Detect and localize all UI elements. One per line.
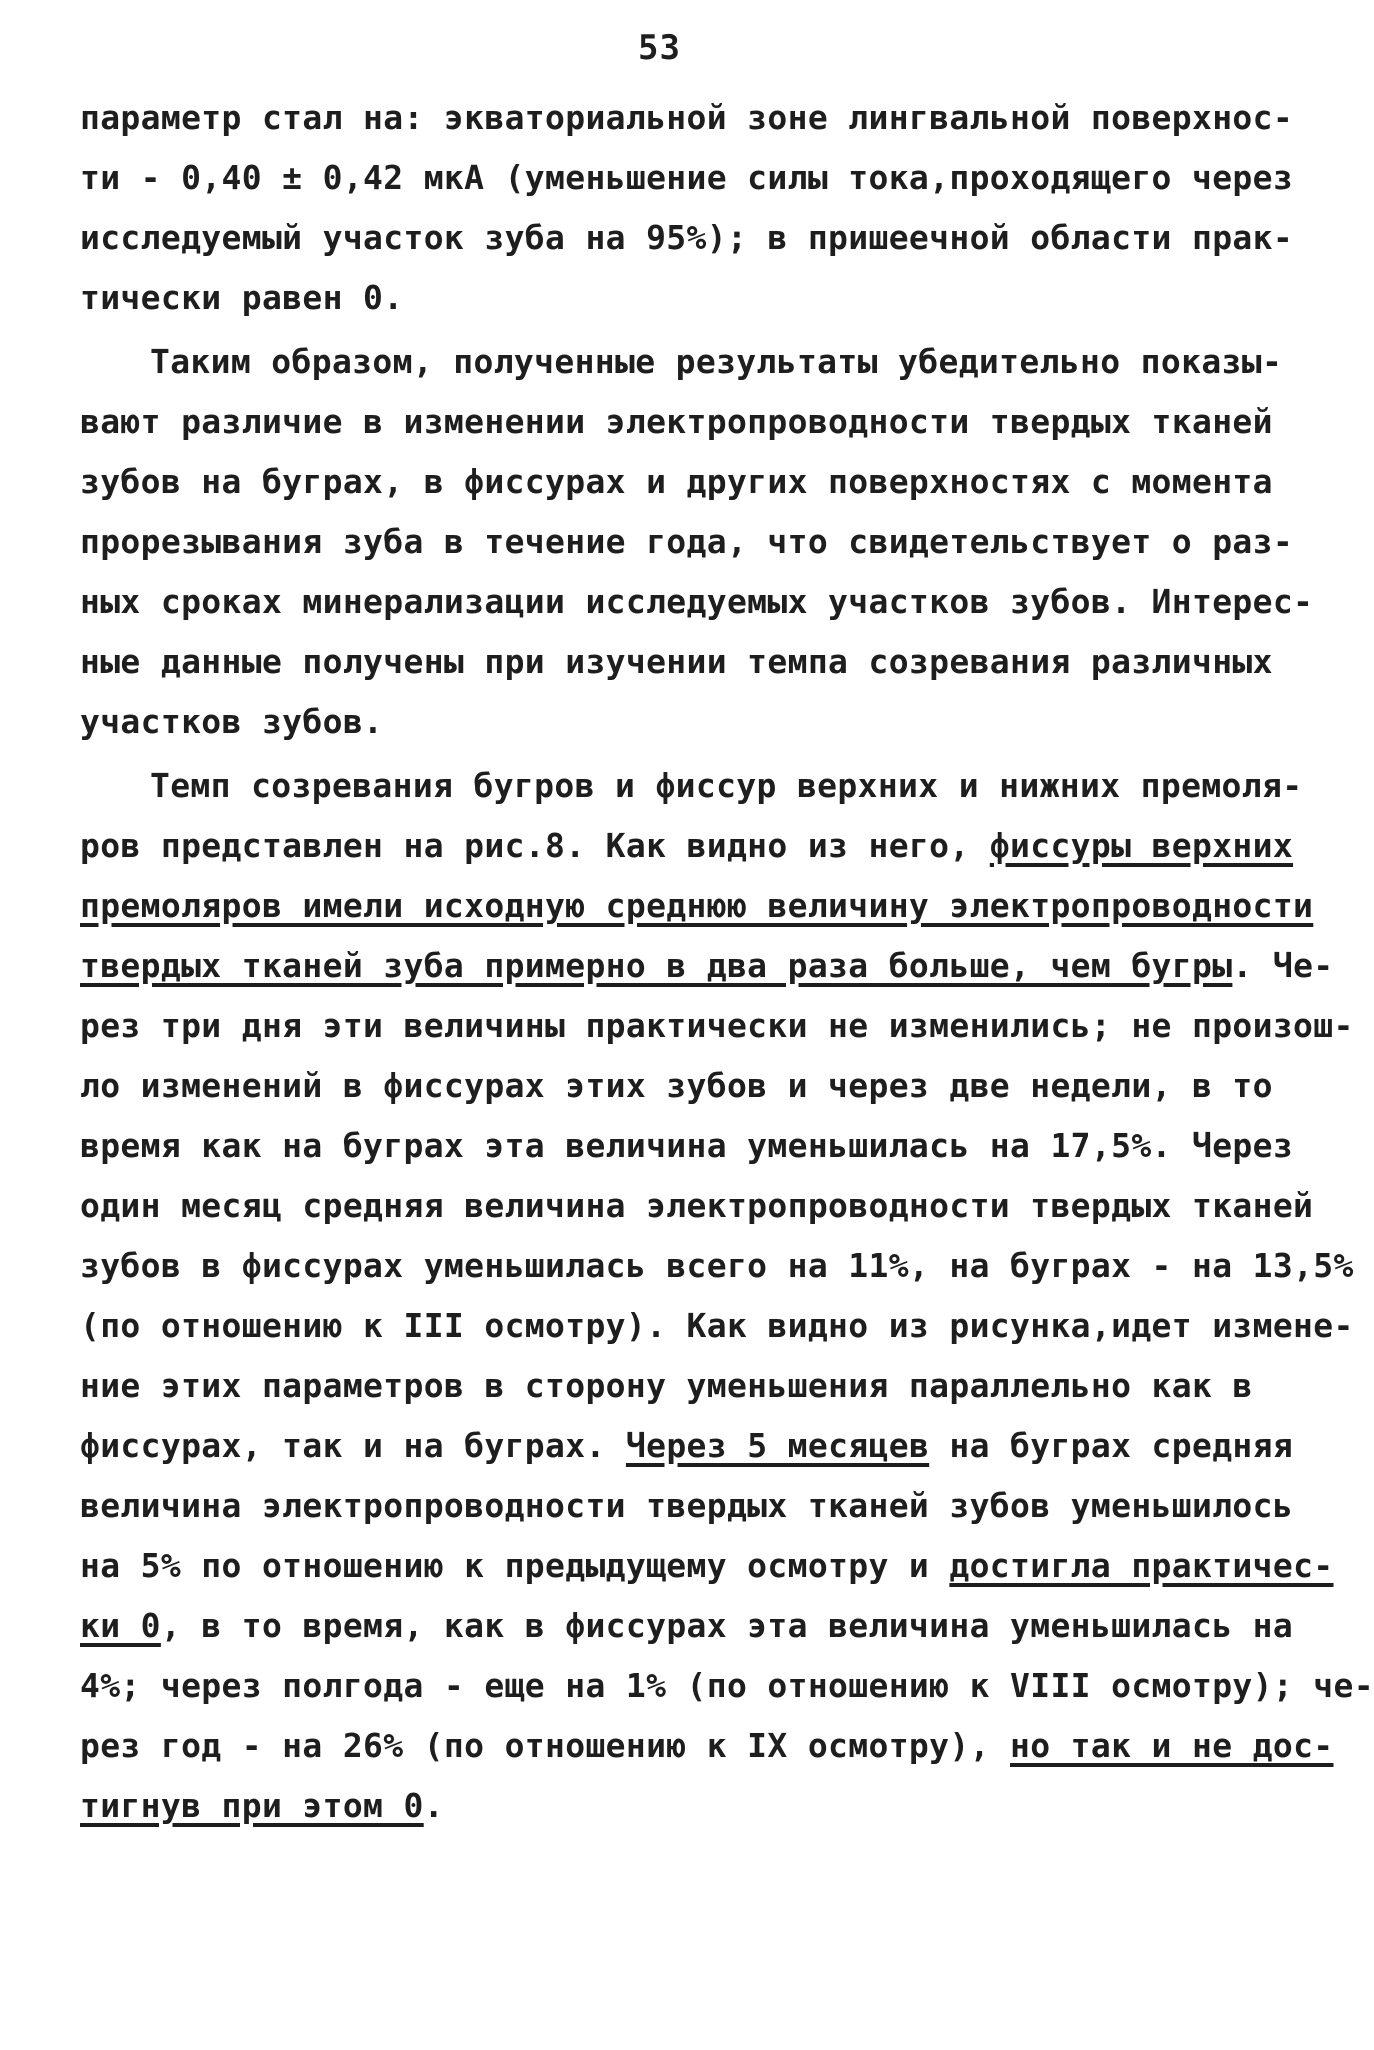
text-line (80, 1596, 1294, 1656)
text-line: зубов на буграх, в фиссурах и других поверхностях с момента (80, 462, 1273, 501)
underlined-text: Через 5 месяцев (625, 1426, 930, 1465)
text-line (80, 876, 1314, 936)
text-line: один месяц средняя величина электропроводности твердых тканей (80, 1186, 1314, 1225)
text-segment: , в то время, как в фиссурах эта величина уменьшилась на (160, 1606, 1294, 1645)
text-line (80, 1776, 1240, 1836)
text-line: 4%; через полгода - еще на 1% (по отношению к VIII осмотру); че- (80, 1666, 1374, 1705)
underlined-text: ки 0 (80, 1606, 161, 1645)
underlined-text: твердых тканей зуба примерно в два раза больше, чем бугры (80, 946, 1233, 985)
text-segment: рез год - на 26% (по отношению к IX осмотру), (80, 1726, 1011, 1765)
text-line: ние этих параметров в сторону уменьшения параллельно как в (80, 1366, 1253, 1405)
text-line: исследуемый участок зуба на 95%); в пришеечной области прак- (80, 218, 1294, 257)
text-line: ных сроках минерализации исследуемых участков зубов. Интерес- (80, 582, 1314, 621)
text-line: вают различие в изменении электропроводности твердых тканей (80, 402, 1273, 441)
text-line (80, 816, 1294, 876)
text-line: (по отношению к III осмотру). Как видно из рисунка,идет измене- (80, 1306, 1354, 1345)
text-line: зубов в фиссурах уменьшилась всего на 11%, на буграх - на 13,5% (80, 1246, 1354, 1285)
text-line: ные данные получены при изучении темпа созревания различных (80, 642, 1273, 681)
underlined-text: но так и не дос- (1010, 1726, 1334, 1765)
text-line: рез три дня эти величины практически не изменились; не произош- (80, 1006, 1354, 1045)
text-line (80, 1416, 1294, 1476)
text-line: тически равен 0. (80, 278, 404, 317)
text-segment: . (423, 1786, 444, 1825)
text-segment: на буграх средняя (929, 1426, 1294, 1465)
text-line (80, 1716, 1334, 1776)
underlined-text: фиссуры верхних (989, 826, 1294, 865)
underlined-text: тигнув при этом 0 (80, 1786, 424, 1825)
body-text (80, 88, 1374, 1836)
text-segment: на 5% по отношению к предыдущему осмотру и (80, 1546, 950, 1585)
paragraph-start-line: Темп созревания бугров и фиссур верхних и нижних премоля- (150, 766, 1303, 805)
text-segment: фиссурах, так и на буграх. (80, 1426, 626, 1465)
text-line: ти - 0,40 ± 0,42 мкА (уменьшение силы тока,проходящего через (80, 158, 1294, 197)
underlined-text: премоляров имели исходную среднюю величину электропроводности (80, 886, 1314, 925)
text-line: величина электропроводности твердых тканей зубов уменьшилось (80, 1486, 1294, 1525)
page-number: 53 (638, 28, 681, 68)
text-line: время как на буграх эта величина уменьшилась на 17,5%. Через (80, 1126, 1294, 1165)
text-segment: ров представлен на рис.8. Как видно из него, (80, 826, 990, 865)
text-line: параметр стал на: экваториальной зоне лингвальной поверхнос- (80, 98, 1294, 137)
text-line: прорезывания зуба в течение года, что свидетельствует о раз- (80, 522, 1294, 561)
text-line (80, 936, 1334, 996)
text-line: ло изменений в фиссурах этих зубов и через две недели, в то (80, 1066, 1273, 1105)
underlined-text: достигла практичес- (949, 1546, 1334, 1585)
text-line: участков зубов. (80, 702, 384, 741)
text-line (80, 1536, 1334, 1596)
paragraph-start-line: Таким образом, полученные результаты убедительно показы- (150, 342, 1283, 381)
text-segment: . Че- (1232, 946, 1334, 985)
